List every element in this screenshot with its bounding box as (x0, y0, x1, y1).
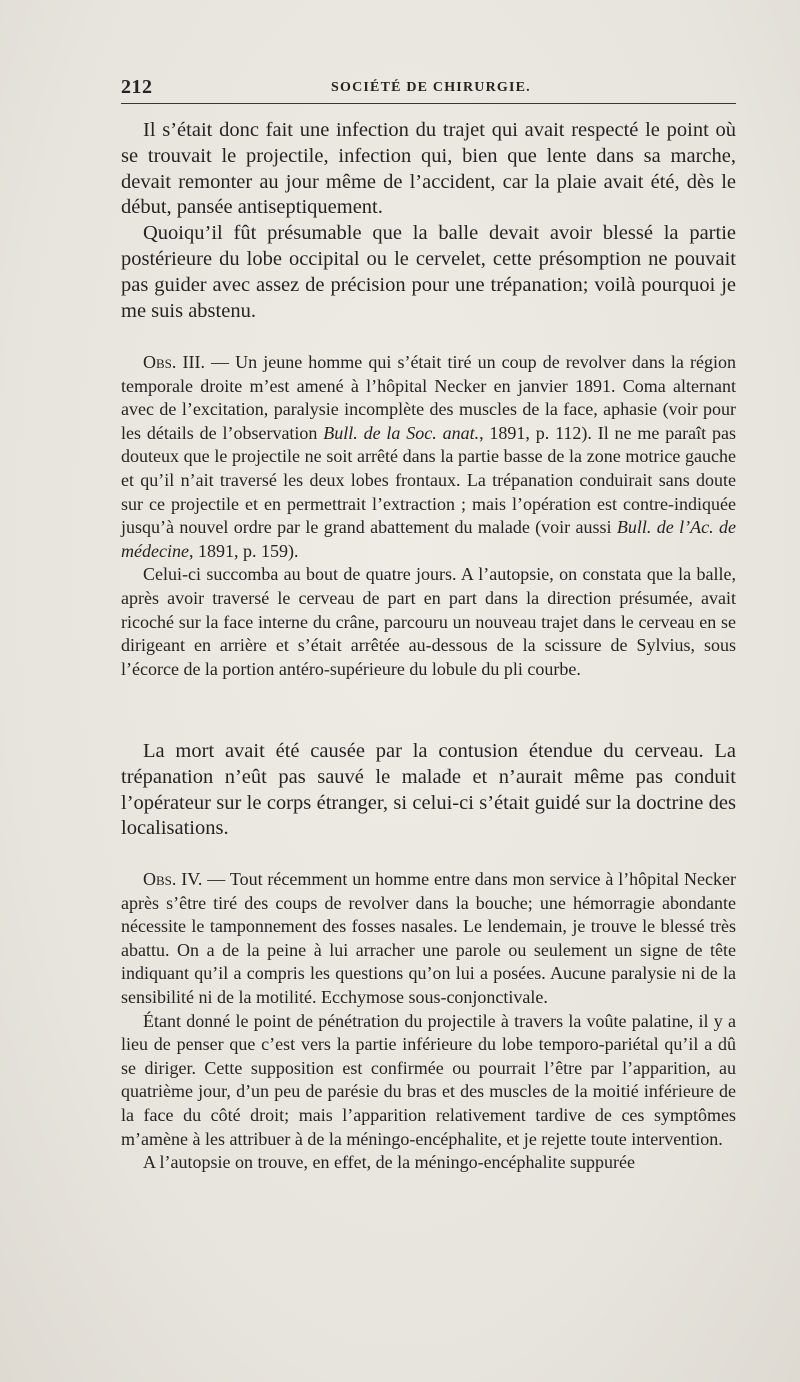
obs3-text-c: , 1891, p. 159). (188, 540, 299, 561)
obs3-reference-2: Bull. de l’Ac. de médecine (121, 517, 736, 561)
obs3-label: Obs. III. (143, 352, 205, 372)
obs4-paragraph (121, 868, 736, 1010)
page-number: 212 (121, 76, 153, 98)
section-1 (121, 118, 736, 324)
observation-3 (121, 351, 736, 681)
obs3-text-b: , 1891, p. 112). Il ne me paraît pas douteux que le projectile ne soit arrêté dans la partie basse de la zone motrice gauche et qu’il n’ait traversé les deux lobes frontaux. La trépanation conduirait sans doute sur ce projectile et en permettrait l’extraction ; mais l’opération est contre-indiquée jusqu’à nouvel ordre par le grand abattement du malade (voir aussi (121, 422, 736, 538)
obs4-penetration-paragraph: Étant donné le point de pénétration du projectile à travers la voûte palatine, il y a lieu de penser que c’est vers la partie inférieure du lobe temporo-pariétal qu’il a dû se diriger. Cette supposition est confirmée ou pourrait l’être par l’apparition, au quatrième jour, d’un peu de parésie du bras et des muscles de la moitié inférieure de la face du côté droit; mais l’apparition relativement tardive de ces symptômes m’amène à les attribuer à de la méningo-encéphalite, et je rejette toute intervention. (121, 1010, 736, 1149)
running-head: SOCIÉTÉ DE CHIRURGIE. (331, 80, 531, 95)
paragraph-infection: Il s’était donc fait une infection du trajet qui avait respecté le point où se trouvait le projectile, infection qui, bien que lente dans sa marche, devait remonter au jour même de l’accident, car la plaie avait été, dès le début, pansée antiseptiquement. (121, 119, 736, 219)
page-header (121, 76, 736, 100)
paragraph-conclusion: La mort avait été causée par la contusion étendue du cerveau. La trépanation n’eût pas sauvé le malade et n’aurait même pas conduit l’opérateur sur le corps étranger, si celui-ci s’était guidé sur la doctrine des localisations. (121, 740, 736, 840)
obs4-autopsy-paragraph: A l’autopsie on trouve, en effet, de la méningo-encéphalite suppurée (143, 1152, 635, 1173)
obs3-text-a: — Un jeune homme qui s’était tiré un coup de revolver dans la région temporale droite m’est amené à l’hôpital Necker en janvier 1891. Coma alternant avec de l’excitation, paralysie incomplète des muscles de la face, aphasie (voir pour les détails de l’observation (121, 352, 736, 443)
section-2 (121, 739, 736, 842)
header-rule (121, 103, 736, 104)
obs4-text-a: — Tout récemment un homme entre dans mon service à l’hôpital Necker après s’être tiré des coups de revolver dans la bouche; une hémorragie abondante nécessite le tamponnement des fosses nasales. Le lendemain, je trouve le blessé très abattu. On a de la peine à lui arracher une parole ou seulement un signe de tête indiquant qu’il a compris les questions qu’on lui a posées. Aucune paralysie ni de la sensibilité ni de la motilité. Ecchymose sous-conjonctivale. (121, 869, 736, 1007)
obs3-paragraph (121, 351, 736, 563)
obs3-reference-1: Bull. de la Soc. anat. (323, 422, 480, 443)
observation-4 (121, 868, 736, 1175)
obs4-label: Obs. IV. (143, 869, 203, 889)
obs3-autopsy-paragraph: Celui-ci succomba au bout de quatre jours. A l’autopsie, on constata que la balle, après avoir traversé le cerveau de part en part dans la direction présumée, avait ricoché sur la face interne du crâne, parcouru un nouveau trajet dans le cerveau en se dirigeant en arrière et s’était arrêtée au-dessous de la scissure de Sylvius, sous l’écorce de la portion antéro-supérieure du lobule du pli courbe. (121, 564, 736, 679)
paragraph-presumption: Quoiqu’il fût présumable que la balle devait avoir blessé la partie postérieure du lobe occipital ou le cervelet, cette présomption ne pouvait pas guider avec assez de précision pour une trépanation; voilà pourquoi je me suis abstenu. (121, 222, 736, 322)
